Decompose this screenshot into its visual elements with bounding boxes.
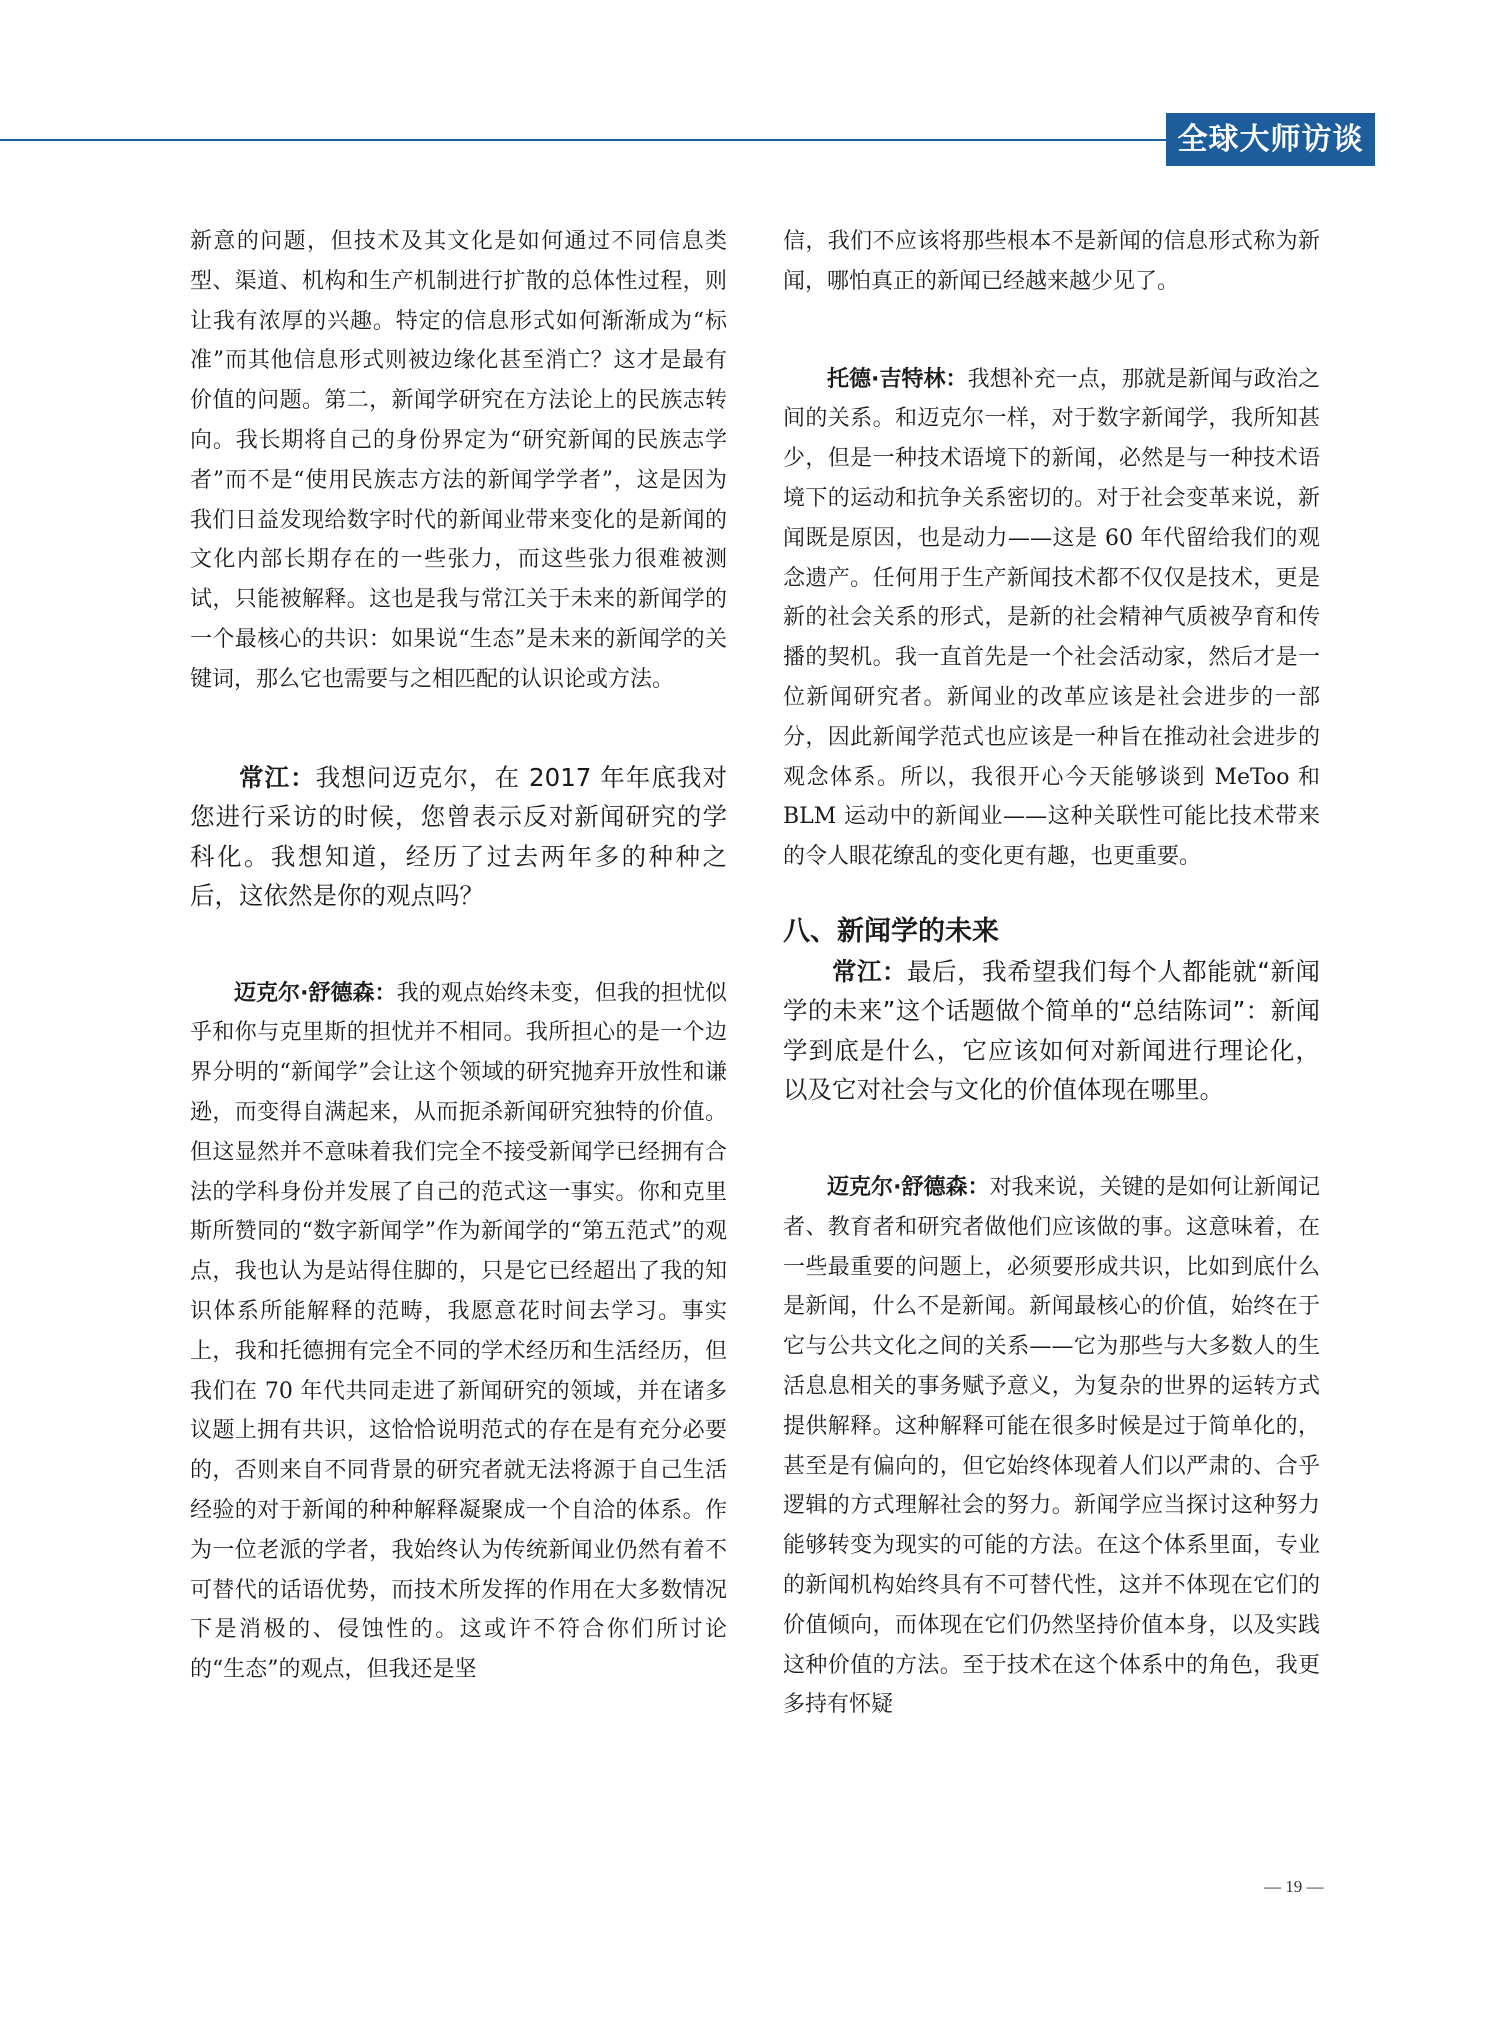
speaker-name: 托德·吉特林： <box>827 366 968 392</box>
header-rule <box>0 139 1166 141</box>
question-text: 最后，我希望我们每个人都能就“新闻学的未来”这个话题做个简单的“总结陈词”：新闻学到底是什么，它应该如何对新闻进行理论化，以及它对社会与文化的价值体现在哪里。 <box>783 956 1320 1105</box>
question-changjiang <box>783 952 1320 1110</box>
question-changjiang <box>190 758 727 916</box>
section-title: 全球大师访谈 <box>1166 113 1375 166</box>
section-heading: 八、新闻学的未来 <box>783 915 999 947</box>
answer-text: 对我来说，关键的是如何让新闻记者、教育者和研究者做他们应该做的事。这意味着，在一些最重要的问题上，必须要形成共识，比如到底什么是新闻，什么不是新闻。新闻最核心的价值，始终在于它与公共文化之间的关系——它为那些与大多数人的生活息息相关的事务赋予意义，为复杂的世界的运转方式提供解释。这种解释可能在很多时候是过于简单化的，甚至是有偏向的，但它始终体现着人们以严肃的、合乎逻辑的方式理解社会的努力。新闻学应当探讨这种努力能够转变为现实的可能的方法。在这个体系里面，专业的新闻机构始终具有不可替代性，这并不体现在它们的价值倾向，而体现在它们仍然坚持价值本身，以及实践这种价值的方法。至于技术在这个体系中的角色，我更多持有怀疑 <box>783 1174 1320 1718</box>
paragraph-continuation: 新意的问题，但技术及其文化是如何通过不同信息类型、渠道、机构和生产机制进行扩散的总体性过程，则让我有浓厚的兴趣。特定的信息形式如何渐渐成为“标准”而其他信息形式则被边缘化甚至消亡？这才是最有价值的问题。第二，新闻学研究在方法论上的民族志转向。我长期将自己的身份界定为“研究新闻的民族志学者”而不是“使用民族志方法的新闻学学者”，这是因为我们日益发现给数字时代的新闻业带来变化的是新闻的文化内部长期存在的一些张力，而这些张力很难被测试，只能被解释。这也是我与常江关于未来的新闻学的一个最核心的共识：如果说“生态”是未来的新闻学的关键词，那么它也需要与之相匹配的认识论或方法。 <box>190 229 727 692</box>
answer-schudson <box>190 974 727 1690</box>
answer-schudson <box>783 1168 1320 1725</box>
section-gap <box>783 877 1320 912</box>
speaker-name: 常江： <box>239 762 316 792</box>
question-text: 我想问迈克尔，在 2017 年年底我对您进行采访的时候，您曾表示反对新闻研究的学科化。我想知道，经历了过去两年多的种种之后，这依然是你的观点吗？ <box>190 762 727 911</box>
page-number: — 19 — <box>1264 1877 1324 1896</box>
paragraph-gap <box>190 700 727 758</box>
speaker-name: 迈克尔·舒德森： <box>234 980 397 1006</box>
paragraph-gap <box>783 1110 1320 1168</box>
right-column <box>783 222 1320 1725</box>
answer-text: 我想补充一点，那就是新闻与政治之间的关系。和迈克尔一样，对于数字新闻学，我所知甚少，但是一种技术语境下的新闻，必然是与一种技术语境下的运动和抗争关系密切的。对于社会变革来说，新闻既是原因，也是动力——这是 60 年代留给我们的观念遗产。任何用于生产新闻技术都不仅仅是技术，更是新的社会关系的形式，是新的社会精神气质被孕育和传播的契机。我一直首先是一个社会活动家，然后才是一位新闻研究者。新闻业的改革应该是社会进步的一部分，因此新闻学范式也应该是一种旨在推动社会进步的观念体系。所以，我很开心今天能够谈到 MeToo 和 BLM 运动中的新闻业——这种关联性可能比技术带来的令人眼花缭乱的变化更有趣，也更重要。 <box>783 366 1320 870</box>
paragraph-gap <box>190 916 727 974</box>
speaker-name: 常江： <box>832 956 908 986</box>
answer-text: 我的观点始终未变，但我的担忧似乎和你与克里斯的担忧并不相同。我所担心的是一个边界分明的“新闻学”会让这个领域的研究抛弃开放性和谦逊，而变得自满起来，从而扼杀新闻研究独特的价值。但这显然并不意味着我们完全不接受新闻学已经拥有合法的学科身份并发展了自己的范式这一事实。你和克里斯所赞同的“数字新闻学”作为新闻学的“第五范式”的观点，我也认为是站得住脚的，只是它已经超出了我的知识体系所能解释的范畴，我愿意花时间去学习。事实上，我和托德拥有完全不同的学术经历和生活经历，但我们在 70 年代共同走进了新闻研究的领域，并在诸多议题上拥有共识，这恰恰说明范式的存在是有充分必要的，否则来自不同背景的研究者就无法将源于自己生活经验的对于新闻的种种解释凝聚成一个自洽的体系。作为一位老派的学者，我始终认为传统新闻业仍然有着不可替代的话语优势，而技术所发挥的作用在大多数情况下是消极的、侵蚀性的。这或许不符合你们所讨论的“生态”的观点，但我还是坚 <box>190 980 727 1683</box>
left-column <box>190 222 727 1690</box>
paragraph-gap <box>783 302 1320 360</box>
paragraph-continuation: 信，我们不应该将那些根本不是新闻的信息形式称为新闻，哪怕真正的新闻已经越来越少见了。 <box>783 229 1320 294</box>
answer-gitlin <box>783 360 1320 877</box>
speaker-name: 迈克尔·舒德森： <box>827 1174 990 1200</box>
